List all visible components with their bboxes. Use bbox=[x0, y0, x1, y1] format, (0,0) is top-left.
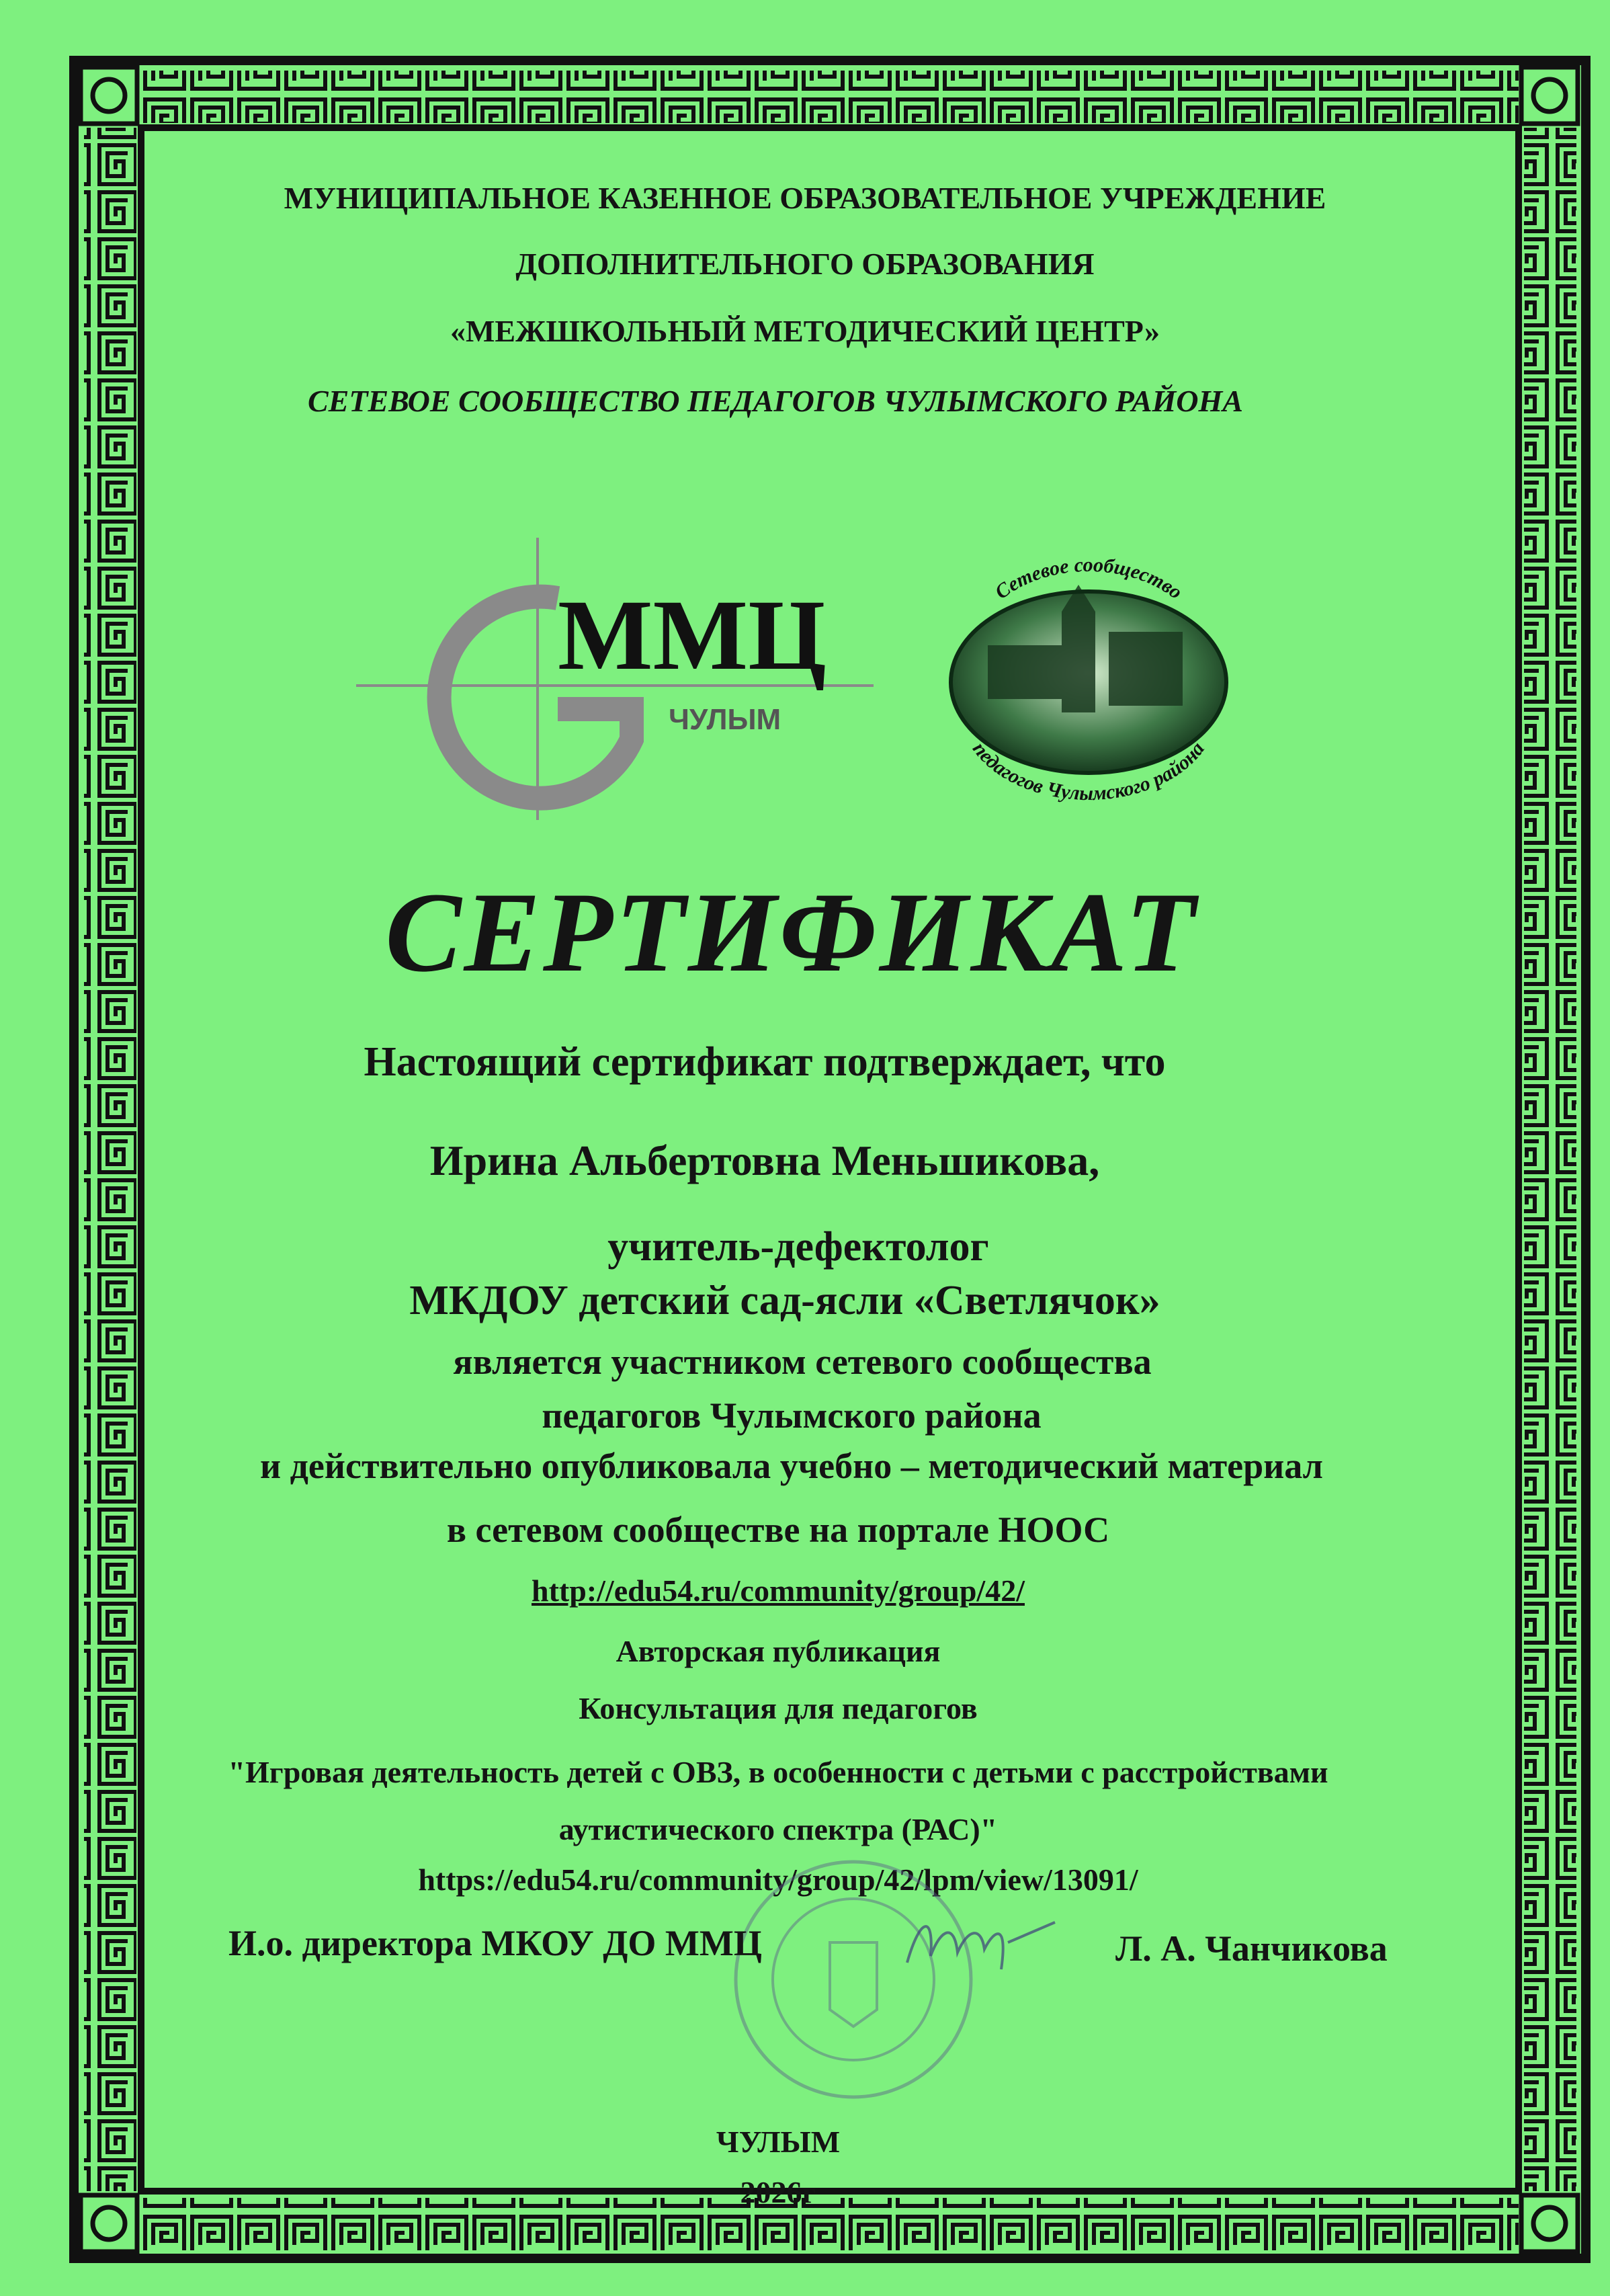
footer-city: ЧУЛЫМ bbox=[716, 2125, 841, 2159]
body-line-2: педагогов Чулымского района bbox=[542, 1395, 1042, 1436]
mmc-logo-subtext: ЧУЛЫМ bbox=[669, 703, 781, 736]
certificate-title: СЕРТИФИКАТ bbox=[385, 869, 1198, 995]
footer-year: 2026г bbox=[740, 2175, 816, 2209]
body-line-1: является участником сетевого сообщества bbox=[453, 1342, 1152, 1382]
org-line-2: ДОПОЛНИТЕЛЬНОГО ОБРАЗОВАНИЯ bbox=[515, 247, 1095, 281]
mmc-logo bbox=[356, 538, 880, 820]
body-line-3: и действительно опубликовала учебно – методический материал bbox=[260, 1446, 1323, 1486]
org-line-3: «МЕЖШКОЛЬНЫЙ МЕТОДИЧЕСКИЙ ЦЕНТР» bbox=[450, 314, 1160, 348]
emblem-bottom-text: педагогов Чулымского района bbox=[968, 737, 1209, 805]
publication-title-line-1: "Игровая деятельность детей с ОВЗ, в особенности с детьми с расстройствами bbox=[228, 1755, 1328, 1789]
emblem-top-text: Сетевое сообщество bbox=[990, 553, 1187, 604]
community-name: СЕТЕВОЕ СООБЩЕСТВО ПЕДАГОГОВ ЧУЛЫМСКОГО РАЙОНА bbox=[308, 384, 1243, 418]
community-emblem bbox=[934, 551, 1243, 807]
org-line-1: МУНИЦИПАЛЬНОЕ КАЗЕННОЕ ОБРАЗОВАТЕЛЬНОЕ УЧРЕЖДЕНИЕ bbox=[284, 181, 1326, 215]
mmc-logo-text: ММЦ bbox=[558, 579, 827, 691]
recipient-position: учитель-дефектолог bbox=[607, 1224, 989, 1270]
signer-name: Л. А. Чанчикова bbox=[1115, 1928, 1388, 1969]
intro-text: Настоящий сертификат подтверждает, что bbox=[364, 1039, 1166, 1085]
signature-scribble bbox=[900, 1902, 1062, 1983]
recipient-name: Ирина Альбертовна Меньшикова, bbox=[429, 1137, 1100, 1184]
portal-link[interactable]: http://edu54.ru/community/group/42/ bbox=[532, 1573, 1025, 1608]
publication-type: Авторская публикация bbox=[616, 1634, 941, 1668]
signer-role: И.о. директора МКОУ ДО ММЦ bbox=[228, 1923, 762, 1963]
publication-title-line-2: аутистического спектра (РАС)" bbox=[558, 1812, 998, 1846]
recipient-institution: МКДОУ детский сад-ясли «Светлячок» bbox=[409, 1278, 1160, 1323]
body-line-4: в сетевом сообществе на портале НООС bbox=[446, 1510, 1110, 1550]
publication-link[interactable]: https://edu54.ru/community/group/42/lpm/view/13091/ bbox=[418, 1862, 1138, 1897]
publication-kind: Консультация для педагогов bbox=[579, 1691, 978, 1725]
